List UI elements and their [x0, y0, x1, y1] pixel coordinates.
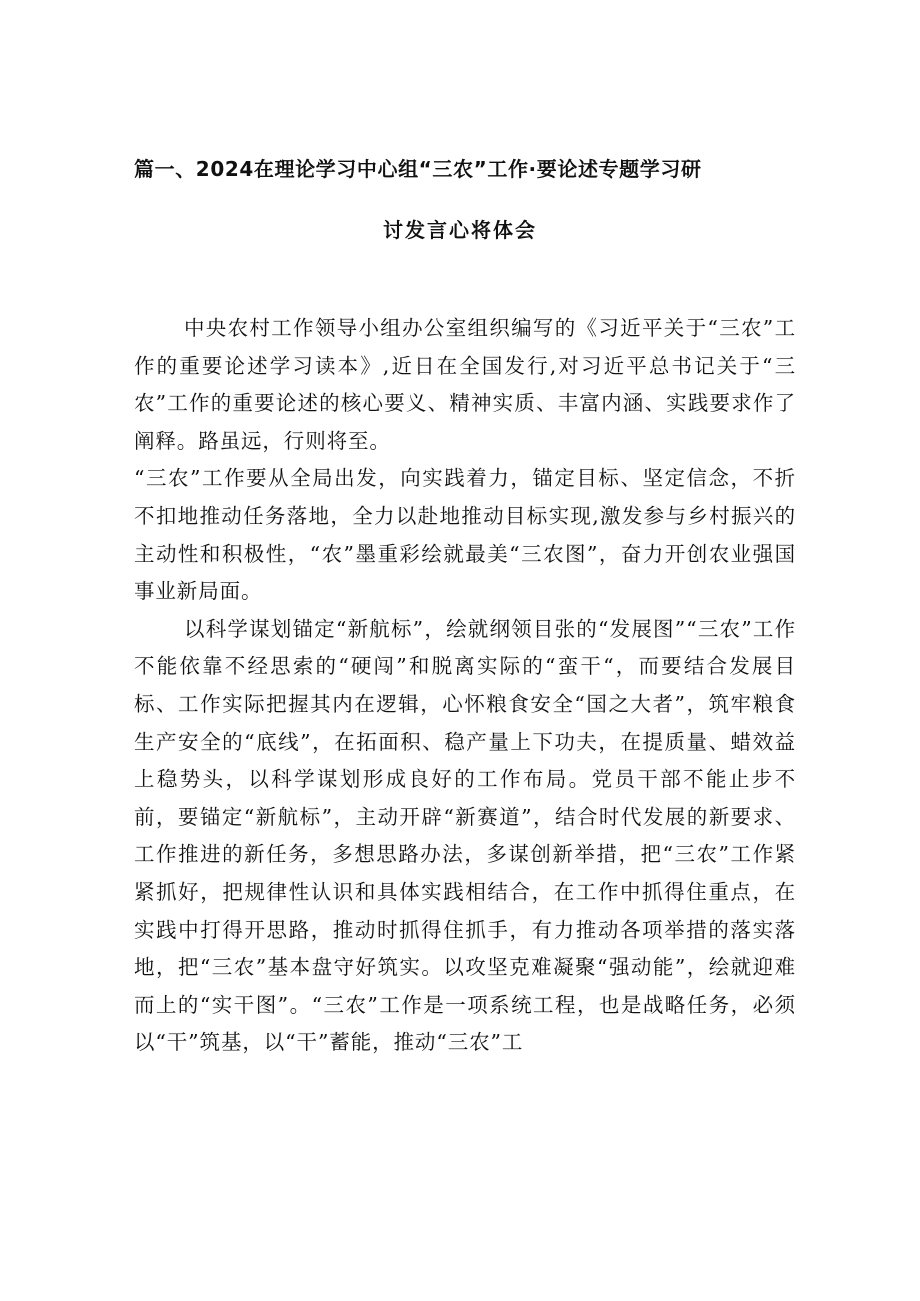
document-title-line-1: 篇一、2024在理论学习中心组“三农”工作·要论述专题学习研: [134, 157, 702, 181]
paragraph-3: 以科学谋划锚定“新航标”，绘就纲领目张的“发展图”“三农”工作不能依靠不经思索的“硬闯”和脱离实际的“蛮干“，而要结合发展目标、工作实际把握其内在逻辑，心怀粮食安全“国之大者”，筑牢粮食生产安全的“底线”，在拓面积、稳产量上下功夫，在提质量、蜡效益上稳势头，以科学谋划形成良好的工作布局。党员干部不能止步不前，要锚定“新航标”，主动开辟“新赛道”，结合时代发展的新要求、工作推进的新任务，多想思路办法，多谋创新举措，把“三农”工作紧紧抓好，把规律性认识和具体实践相结合，在工作中抓得住重点，在实践中打得开思路，推动时抓得住抓手，有力推动各项举措的落实落地，把“三农”基本盘守好筑实。以攻坚克难凝聚“强动能”，绘就迎难而上的“实干图”。“三农”工作是一项系统工程，也是战略任务，必须以“干”筑基，以“干”蓄能，推动“三农”工: [134, 616, 796, 1055]
paragraph-1: 中央农村工作领导小组办公室组织编写的《习近平关于“三农”工作的重要论述学习读本》,近日在全国发行,对习近平总书记关于“三农”工作的重要论述的核心要义、精神实质、丰富内涵、实践要求作了阐释。路虽远，行则将至。: [134, 316, 796, 453]
document-body: [134, 310, 796, 1062]
paragraph-2: “三农”工作要从全局出发，向实践着力，锚定目标、坚定信念，不折不扣地推动任务落地，全力以赴地推动目标实现,激发参与乡村振兴的主动性和积极性，“农”墨重彩绘就最美“三农图”，奋力开创农业强国事业新局面。: [134, 466, 796, 604]
document-title-line-2: 讨发言心将体会: [383, 218, 537, 242]
